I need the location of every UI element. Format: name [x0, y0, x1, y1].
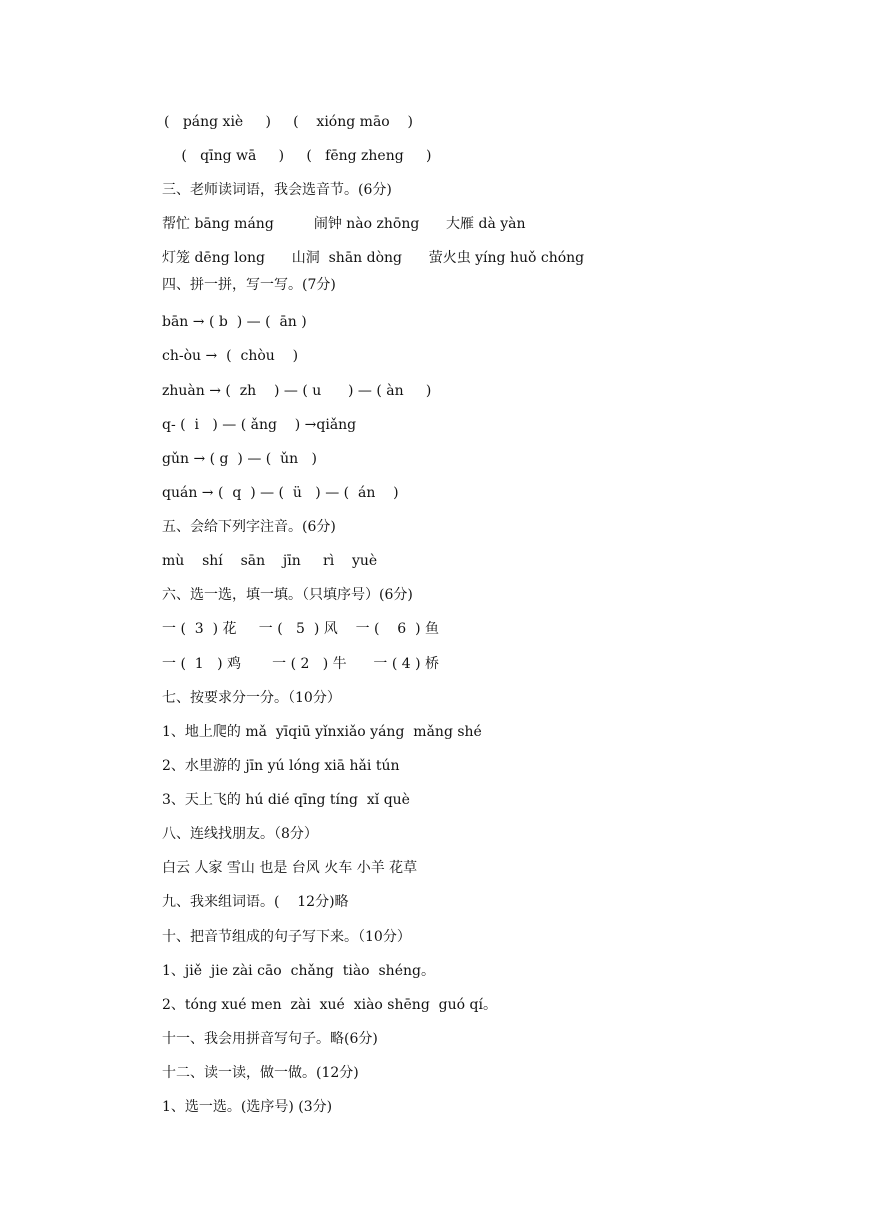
section-4-item-6: quán → ( q ) — ( ü ) — ( án ): [162, 485, 399, 501]
section-7-item-3: 3、天上飞的 hú dié qīng tíng xǐ què: [162, 792, 410, 808]
section-3-line-2: 灯笼 dēng long 山洞 shān dòng 萤火虫 yíng huǒ chóng: [162, 250, 585, 266]
section-8-words: 白云 人家 雪山 也是 台风 火车 小羊 花草: [162, 860, 418, 876]
section-4-item-5: gǔn → ( g ) — ( ǔn ): [162, 451, 317, 467]
section-10-heading: 十、把音节组成的句子写下来。（10分）: [162, 929, 411, 945]
section-6-line-2: 一 ( 1 ) 鸡 一 ( 2 ) 牛 一 ( 4 ) 桥: [162, 656, 439, 672]
section-12-heading: 十二、读一读，做一做。(12分): [162, 1065, 359, 1081]
section-6-line-1: 一 ( 3 ) 花 一 ( 5 ) 风 一 ( 6 ) 鱼: [162, 621, 439, 637]
section-4-heading: 四、拼一拼，写一写。(7分): [162, 277, 336, 293]
section-4-item-4: q- ( i ) — ( ǎng ) →qiǎng: [162, 417, 357, 433]
section-9-heading: 九、我来组词语。( 12分)略: [162, 894, 349, 910]
section-5-answers: mù shí sān jīn rì yuè: [162, 553, 378, 569]
section-4-item-3: zhuàn → ( zh ) — ( u ) — ( àn ): [162, 383, 432, 399]
section-10-item-1: 1、jiě jie zài cāo chǎng tiào shéng。: [162, 963, 435, 979]
answer-line-pinyin-pair-2: ( qīng wā ) ( fēng zheng ): [168, 148, 432, 164]
section-5-heading: 五、会给下列字注音。(6分): [162, 519, 336, 535]
section-7-item-2: 2、水里游的 jīn yú lóng xiā hǎi tún: [162, 758, 400, 774]
section-7-heading: 七、按要求分一分。（10分）: [162, 690, 341, 706]
section-10-item-2: 2、tóng xué men zài xué xiào shēng guó qí。: [162, 997, 497, 1013]
section-3-heading: 三、老师读词语，我会选音节。(6分): [162, 182, 392, 198]
section-7-item-1: 1、地上爬的 mǎ yīqiū yǐnxiǎo yáng mǎng shé: [162, 724, 482, 740]
section-3-line-1: 帮忙 bāng máng 闹钟 nào zhōng 大雁 dà yàn: [162, 216, 526, 232]
section-12-item-1: 1、选一选。(选序号) (3分): [162, 1099, 333, 1115]
answer-line-pinyin-pair-1: ( páng xiè ) ( xióng māo ): [164, 114, 413, 130]
section-4-item-1: bān → ( b ) — ( ān ): [162, 314, 307, 330]
section-11-heading: 十一、我会用拼音写句子。略(6分): [162, 1031, 378, 1047]
section-8-heading: 八、连线找朋友。（8分）: [162, 826, 318, 842]
section-4-item-2: ch-òu → ( chòu ): [162, 348, 299, 364]
section-6-heading: 六、选一选，填一填。（只填序号）(6分): [162, 587, 413, 603]
